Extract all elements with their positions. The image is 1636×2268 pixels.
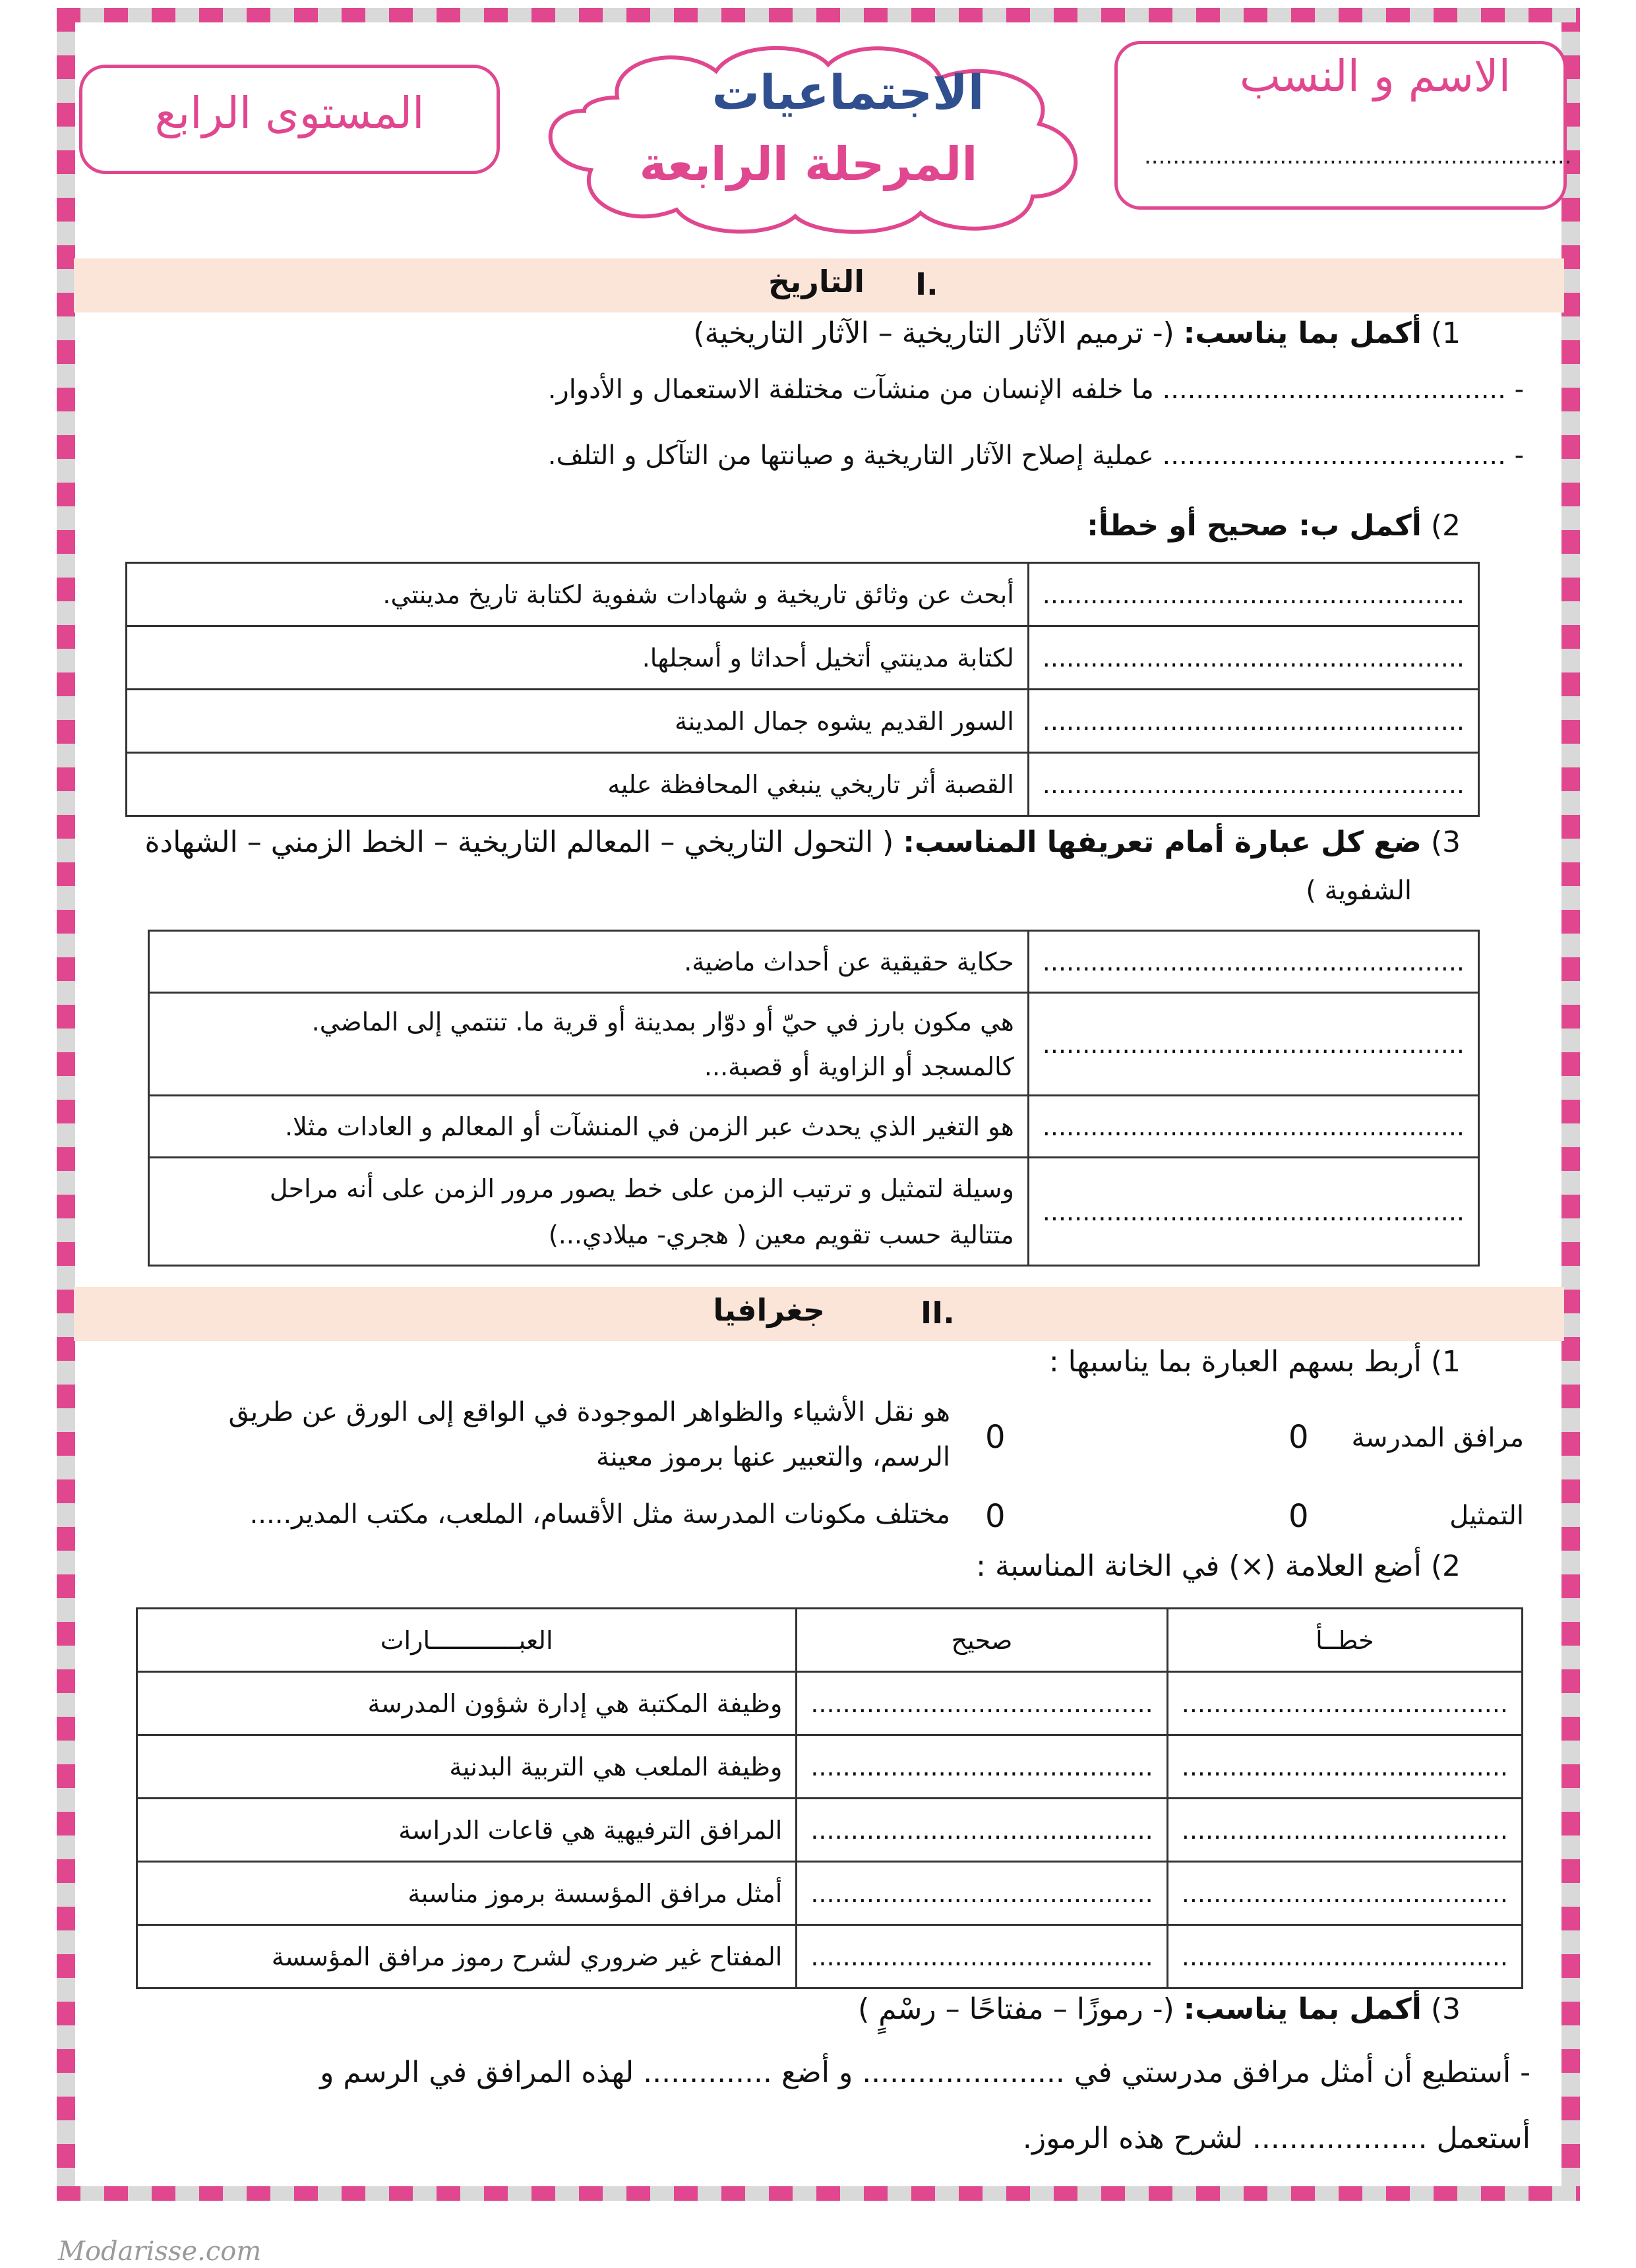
geography-q2-table [136,1607,1523,1989]
match-left-dot-1[interactable]: 0 [1288,1419,1309,1456]
answer-cell[interactable]: ..................................................... [1028,626,1478,690]
geography-q2-number: 2) [1430,1549,1461,1583]
statement-cell: السور القديم يشوه جمال المدينة [127,690,1029,753]
subject-title: الاجتماعيات [712,65,985,120]
definition-line: كالمسجد أو الزاوية أو قصبة... [704,1052,1014,1081]
history-q2-table [125,562,1480,817]
true-cell[interactable]: ........................................... [797,1925,1167,1988]
match-right-line: هو نقل الأشياء والظواهر الموجودة في الواقع إلى الورق عن طريق [228,1397,950,1427]
geography-q3-number: 3) [1430,1992,1461,2026]
subject-cloud [518,38,1099,236]
history-q1-number: 1) [1430,316,1461,350]
answer-cell[interactable]: ..................................................... [1028,753,1478,816]
false-cell[interactable]: ......................................... [1167,1925,1522,1988]
statement-cell: لكتابة مدينتي أتخيل أحداثا و أسجلها. [127,626,1029,690]
definition-cell [149,993,1029,1096]
answer-cell[interactable]: ..................................................... [1028,931,1478,993]
geography-q3-line-1[interactable]: - أستطيع أن أمثل مرافق مدرستي في ...................... و أضع .............. لهذه المرافق في الرسم و [320,2056,1530,2089]
header-false: خطــأ [1167,1609,1522,1672]
answer-cell[interactable]: ..................................................... [1028,1096,1478,1158]
false-cell[interactable]: ......................................... [1167,1799,1522,1862]
header-statements: العبــــــــــــارات [137,1609,797,1672]
false-cell[interactable]: ......................................... [1167,1672,1522,1735]
history-q1-line-1[interactable]: - ......................................... ما خلفه الإنسان من منشآت مختلفة الاستعمال و الأدوار. [547,374,1524,405]
history-q3-heading [145,825,1461,859]
table-row [127,563,1479,626]
history-q3-table [148,930,1480,1267]
true-cell[interactable]: ........................................... [797,1735,1167,1799]
history-q3-options: ( التحول التاريخي – المعالم التاريخية – الخط الزمني – الشهادة [144,825,894,859]
history-q2-title: أكمل ب: صحيح أو خطأ: [1087,509,1422,543]
definition-cell [149,1096,1029,1158]
name-label: الاسم و النسب [1239,51,1511,102]
match-right-item-1 [229,1390,950,1479]
history-numeral: I. [915,266,938,302]
history-q1-line-2[interactable]: - ......................................... عملية إصلاح الآثار التاريخية و صيانتها من التآكل و التلف. [547,440,1524,471]
false-cell[interactable]: ......................................... [1167,1735,1522,1799]
geography-q1-title: أربط بسهم العبارة بما يناسبها : [1048,1345,1422,1379]
statement-cell: أبحث عن وثائق تاريخية و شهادات شفوية لكتابة تاريخ مدينتي. [127,563,1029,626]
table-row [137,1799,1523,1862]
name-field[interactable]: ............................................................ [1144,143,1572,169]
table-row [137,1925,1523,1988]
match-right-dot-2[interactable]: 0 [985,1498,1006,1535]
table-header-row [137,1609,1523,1672]
false-cell[interactable]: ......................................... [1167,1862,1522,1925]
history-q2-heading [1087,509,1461,543]
table-row [137,1672,1523,1735]
match-right-item-2: مختلف مكونات المدرسة مثل الأقسام، الملعب، مكتب المدير..... [249,1499,950,1530]
definition-line: وسيلة لتمثيل و ترتيب الزمن على خط يصور مرور الزمن على أنه مراحل [269,1174,1014,1203]
level-box [79,65,500,174]
table-row [149,1158,1479,1266]
history-q3-title: ضع كل عبارة أمام تعريفها المناسب: [903,825,1422,859]
geography-q3-line-2[interactable]: أستعمل ................... لشرح هذه الرموز. [1022,2122,1530,2155]
header-true: صحيح [797,1609,1167,1672]
geography-numeral: II. [921,1295,955,1330]
table-row [149,993,1479,1096]
geography-q3-title: أكمل بما يناسب: [1183,1992,1422,2026]
geography-q2-heading [976,1549,1461,1583]
history-q2-number: 2) [1430,509,1461,543]
geography-q3-options: (- رموزًا – مفتاحًا – رسْمٍ ) [858,1992,1174,2026]
history-q1-title: أكمل بما يناسب: [1183,316,1422,350]
answer-cell[interactable]: ..................................................... [1028,563,1478,626]
statement-cell: المفتاح غير ضروري لشرح رموز مرافق المؤسسة [137,1925,797,1988]
definition-cell [149,931,1029,993]
match-right-line: الرسم، والتعبير عنها برموز معينة [596,1442,950,1472]
site-watermark: Modarisse.com [58,2236,262,2267]
history-q3-number: 3) [1430,825,1461,859]
geography-title: جغرافيا [713,1292,825,1328]
table-row [127,753,1479,816]
definition-line: حكاية حقيقية عن أحداث ماضية. [684,947,1014,976]
match-left-item-1: مرافق المدرسة [1351,1423,1524,1453]
statement-cell: المرافق الترفيهية هي قاعات الدراسة [137,1799,797,1862]
table-row [149,1096,1479,1158]
definition-line: متتالية حسب تقويم معين ( هجري- ميلادي...) [548,1220,1014,1249]
answer-cell[interactable]: ..................................................... [1028,690,1478,753]
match-left-dot-2[interactable]: 0 [1288,1498,1309,1535]
table-row [137,1862,1523,1925]
history-title: التاريخ [768,264,864,299]
statement-cell: أمثل مرافق المؤسسة برموز مناسبة [137,1862,797,1925]
true-cell[interactable]: ........................................... [797,1672,1167,1735]
true-cell[interactable]: ........................................... [797,1799,1167,1862]
history-q1-options: (- ترميم الآثار التاريخية – الآثار التاريخية) [693,316,1174,350]
statement-cell: القصبة أثر تاريخي ينبغي المحافظة عليه [127,753,1029,816]
definition-cell [149,1158,1029,1266]
table-row [127,690,1479,753]
definition-line: هي مكون بارز في حيّ أو دوّار بمدينة أو قرية ما. تنتمي إلى الماضي. [311,1007,1014,1036]
geography-q1-heading [1049,1345,1461,1379]
geography-q1-number: 1) [1430,1345,1461,1379]
geography-q3-heading [858,1992,1461,2026]
definition-line: هو التغير الذي يحدث عبر الزمن في المنشآت أو المعالم و العادات مثلا. [284,1112,1014,1141]
history-q1-heading [693,316,1461,350]
true-cell[interactable]: ........................................... [797,1862,1167,1925]
stage-title: المرحلة الرابعة [639,137,978,191]
history-q3-options-cont: الشفوية ) [1306,876,1412,906]
geography-q2-title: أضع العلامة (×) في الخانة المناسبة : [976,1549,1422,1583]
match-right-dot-1[interactable]: 0 [985,1419,1006,1456]
level-label: المستوى الرابع [154,88,425,138]
match-left-item-2: التمثيل [1449,1501,1524,1531]
name-box [1114,41,1572,210]
statement-cell: وظيفة المكتبة هي إدارة شؤون المدرسة [137,1672,797,1735]
table-row [149,931,1479,993]
table-row [127,626,1479,690]
statement-cell: وظيفة الملعب هي التربية البدنية [137,1735,797,1799]
table-row [137,1735,1523,1799]
answer-cell[interactable]: ..................................................... [1028,993,1478,1096]
answer-cell[interactable]: ..................................................... [1028,1158,1478,1266]
